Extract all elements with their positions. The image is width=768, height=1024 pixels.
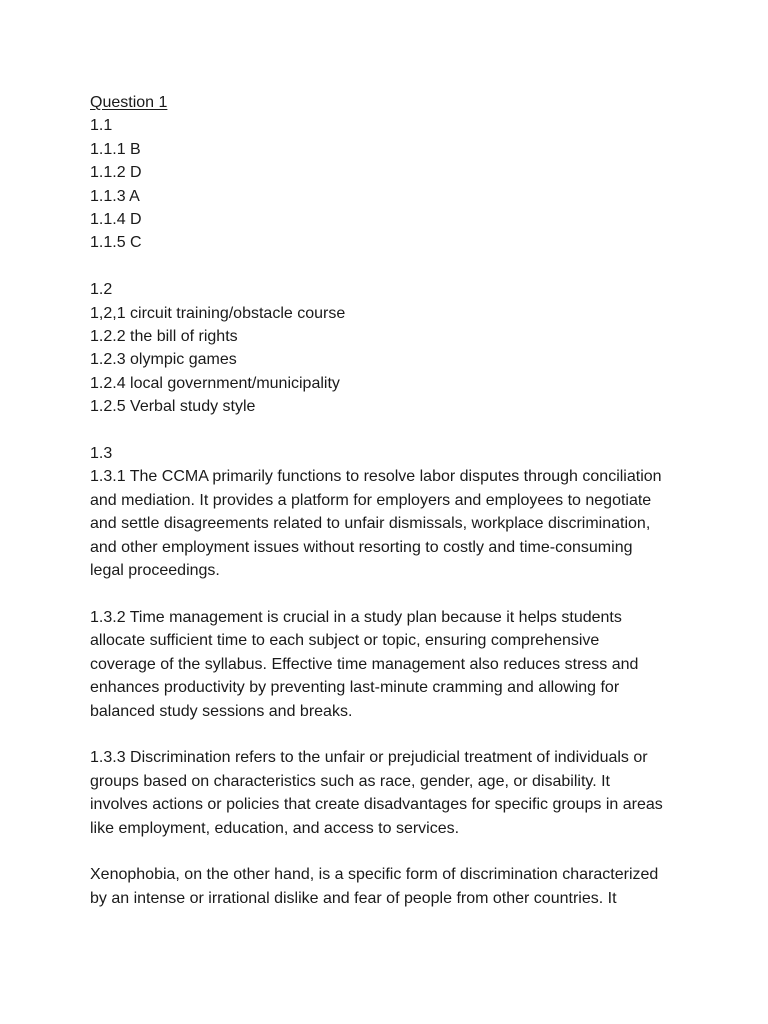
blank-line xyxy=(90,583,690,606)
section-label: 1.3 xyxy=(90,445,113,463)
paragraph-line: and mediation. It provides a platform for employers and employees to negotiate xyxy=(90,491,652,509)
answer-item: 1.2.4 local government/municipality xyxy=(90,374,340,392)
paragraph-line: 1.3.1 The CCMA primarily functions to resolve labor disputes through conciliation xyxy=(90,468,662,486)
section-label: 1.2 xyxy=(90,281,113,299)
paragraph-line: 1.3.3 Discrimination refers to the unfair or prejudicial treatment of individuals or xyxy=(90,749,648,767)
blank-line xyxy=(90,840,690,863)
section-1-3 xyxy=(90,442,690,910)
paragraph-line: like employment, education, and access to services. xyxy=(90,819,460,837)
answer-paragraph-1-3-1 xyxy=(90,465,690,582)
paragraph-line: balanced study sessions and breaks. xyxy=(90,702,353,720)
answer-item: 1.1.5 C xyxy=(90,234,142,252)
section-1-1 xyxy=(90,114,690,254)
paragraph-line: Xenophobia, on the other hand, is a specific form of discrimination characterized xyxy=(90,866,659,884)
answer-item: 1.2.3 olympic games xyxy=(90,351,237,369)
section-1-2 xyxy=(90,278,690,418)
section-label: 1.1 xyxy=(90,117,113,135)
paragraph-line: and other employment issues without resorting to costly and time-consuming xyxy=(90,538,633,556)
answer-item: 1.1.2 D xyxy=(90,164,142,182)
answer-paragraph-xenophobia xyxy=(90,863,690,910)
paragraph-line: enhances productivity by preventing last-minute cramming and allowing for xyxy=(90,679,620,697)
paragraph-line: allocate sufficient time to each subject or topic, ensuring comprehensive xyxy=(90,632,600,650)
blank-line xyxy=(90,723,690,746)
paragraph-line: 1.3.2 Time management is crucial in a study plan because it helps students xyxy=(90,608,622,626)
answer-item: 1.1.1 B xyxy=(90,140,141,158)
paragraph-line: involves actions or policies that create disadvantages for specific groups in areas xyxy=(90,796,663,814)
paragraph-line: coverage of the syllabus. Effective time management also reduces stress and xyxy=(90,655,639,673)
document-page xyxy=(90,91,690,910)
answer-item: 1.1.4 D xyxy=(90,211,142,229)
blank-line xyxy=(90,255,690,278)
paragraph-line: groups based on characteristics such as race, gender, age, or disability. It xyxy=(90,772,610,790)
paragraph-line: by an intense or irrational dislike and fear of people from other countries. It xyxy=(90,889,617,907)
answer-item: 1.1.3 A xyxy=(90,187,140,205)
answer-paragraph-1-3-3 xyxy=(90,746,690,840)
answer-paragraph-1-3-2 xyxy=(90,606,690,723)
answer-item: 1,2,1 circuit training/obstacle course xyxy=(90,304,346,322)
answer-item: 1.2.5 Verbal study style xyxy=(90,398,256,416)
paragraph-line: legal proceedings. xyxy=(90,562,220,580)
question-heading: Question 1 xyxy=(90,94,168,111)
paragraph-line: and settle disagreements related to unfair dismissals, workplace discrimination, xyxy=(90,515,651,533)
blank-line xyxy=(90,419,690,442)
answer-item: 1.2.2 the bill of rights xyxy=(90,328,238,346)
